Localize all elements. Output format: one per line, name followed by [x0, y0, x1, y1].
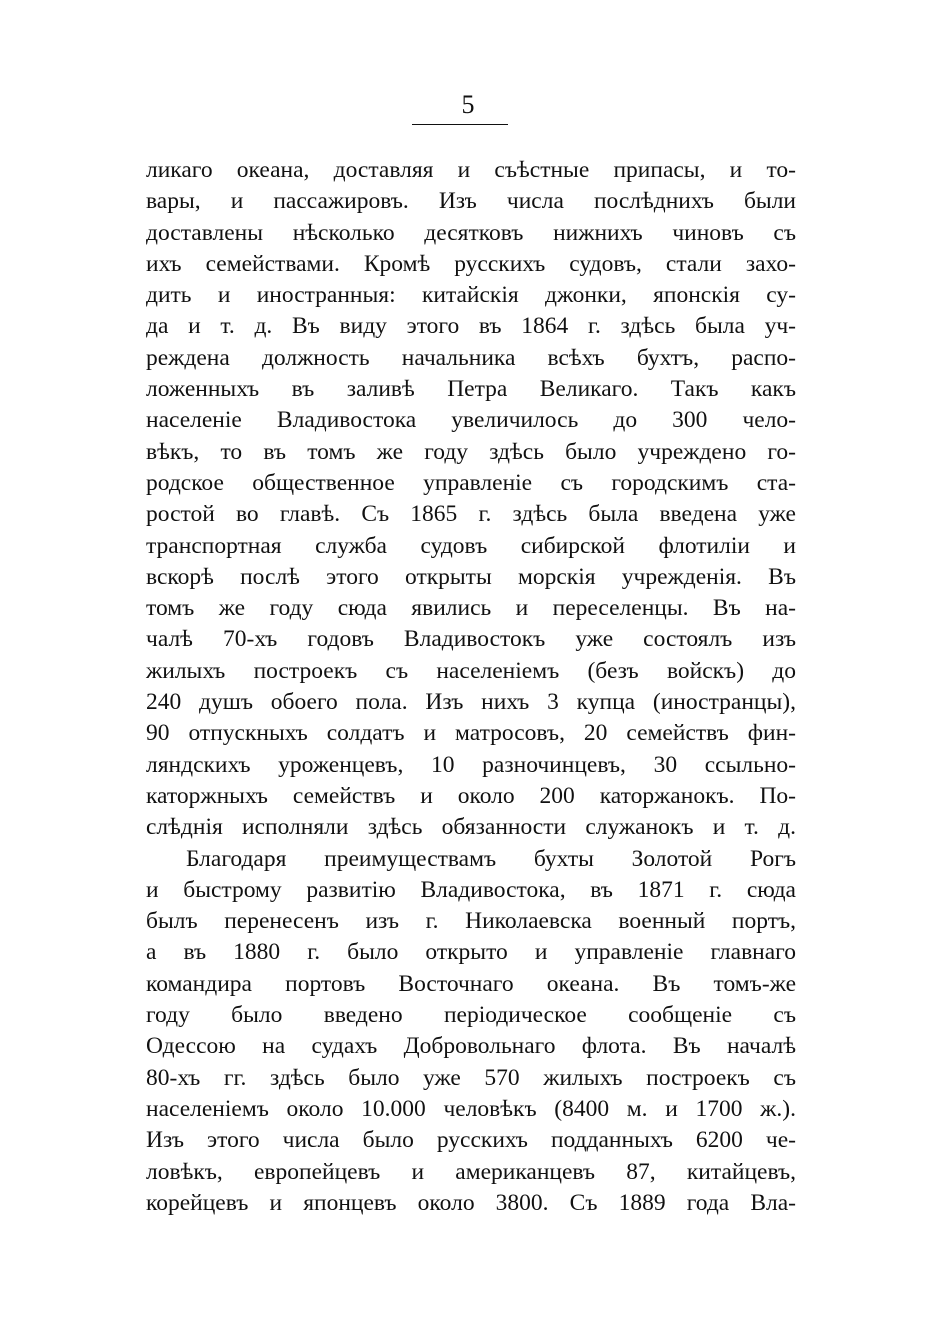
paragraph-2: [146, 844, 796, 1220]
text-line: доставлены нѣсколько десятковъ нижнихъ чиновъ съ: [146, 219, 796, 246]
body-text: [146, 155, 796, 1219]
text-line: ляндскихъ уроженцевъ, 10 разночинцевъ, 30 ссыльно-: [146, 751, 796, 778]
text-line: командира портовъ Восточнаго океана. Въ томъ-же: [146, 970, 796, 997]
header-rule: [412, 124, 508, 125]
text-line: да и т. д. Въ виду этого въ 1864 г. здѣсь была уч-: [146, 313, 796, 340]
text-line: дить и иностранныя: китайскія джонки, японскія су-: [146, 282, 796, 309]
text-line: жилыхъ построекъ съ населеніемъ (безъ войскъ) до: [146, 657, 796, 684]
text-line: транспортная служба судовъ сибирской флотиліи и: [146, 532, 796, 559]
text-line: 80-хъ гг. здѣсь было уже 570 жилыхъ построекъ съ: [146, 1064, 796, 1091]
page-number: 5: [461, 90, 475, 119]
text-line: 90 отпускныхъ солдатъ и матросовъ, 20 семействъ фин-: [146, 720, 796, 747]
text-line: реждена должность начальника всѣхъ бухтъ, распо-: [146, 344, 796, 371]
text-line: и быстрому развитію Владивостока, въ 1871 г. сюда: [146, 876, 796, 903]
text-line: корейцевъ и японцевъ около 3800. Съ 1889 года Вла-: [146, 1189, 796, 1216]
paragraph-1: [146, 155, 796, 844]
text-line: каторжныхъ семействъ и около 200 каторжанокъ. По-: [146, 782, 796, 809]
text-line: ложенныхъ въ заливѣ Петра Великаго. Такъ какъ: [146, 376, 796, 403]
text-line: слѣднія исполняли здѣсь обязанности служанокъ и т. д.: [146, 814, 796, 841]
text-line: томъ же году сюда явились и переселенцы. Въ на-: [146, 595, 796, 622]
text-line: былъ перенесенъ изъ г. Николаевска военный портъ,: [146, 908, 796, 935]
text-line: вары, и пассажировъ. Изъ числа послѣднихъ были: [146, 188, 796, 215]
text-line: ловѣкъ, европейцевъ и американцевъ 87, китайцевъ,: [146, 1158, 796, 1185]
text-line: родское общественное управленіе съ городскимъ ста-: [146, 469, 796, 496]
text-line: населеніе Владивостока увеличилось до 300 чело-: [146, 407, 796, 434]
text-line: Изъ этого числа было русскихъ подданныхъ 6200 че-: [146, 1127, 796, 1154]
text-line: 240 душъ обоего пола. Изъ нихъ 3 купца (иностранцы),: [146, 689, 796, 716]
text-line: ихъ семействами. Кромѣ русскихъ судовъ, стали захо-: [146, 250, 796, 277]
text-line: ростой во главѣ. Съ 1865 г. здѣсь была введена уже: [146, 501, 796, 528]
text-line: Одессою на судахъ Добровольнаго флота. Въ началѣ: [146, 1033, 796, 1060]
text-line: вскорѣ послѣ этого открыты морскія учрежденія. Въ: [146, 563, 796, 590]
text-line: а въ 1880 г. было открыто и управленіе главнаго: [146, 939, 796, 966]
text-line: чалѣ 70-хъ годовъ Владивостокъ уже состоялъ изъ: [146, 626, 796, 653]
text-line: году было введено періодическое сообщеніе съ: [146, 1002, 796, 1029]
text-line: населеніемъ около 10.000 человѣкъ (8400 м. и 1700 ж.).: [146, 1095, 796, 1122]
text-line: ликаго океана, доставляя и съѣстные припасы, и то-: [146, 157, 796, 183]
text-line: вѣкъ, то въ томъ же году здѣсь было учреждено го-: [146, 438, 796, 465]
text-line: Благодаря преимуществамъ бухты Золотой Рогъ: [186, 845, 796, 872]
